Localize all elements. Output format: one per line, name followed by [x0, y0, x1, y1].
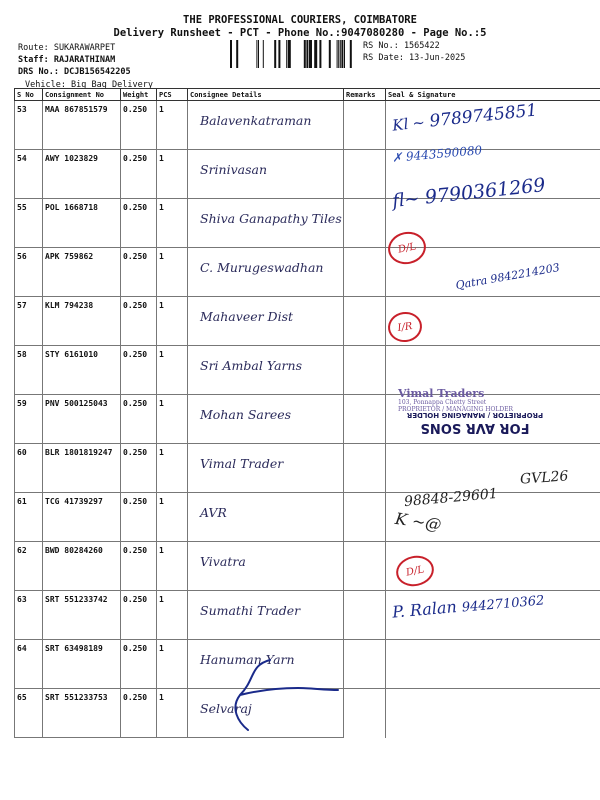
signature-62b: 98848-29601 — [403, 485, 499, 511]
serial-number: 65 — [15, 689, 43, 738]
serial-number: 64 — [15, 640, 43, 689]
weight-value: 0.250 — [121, 248, 157, 297]
consignee-name: Vivatra — [188, 542, 344, 591]
vehicle-label: Vehicle: Big Bag Delivery — [25, 80, 153, 90]
pieces-count: 1 — [157, 297, 188, 346]
consignee-name: Sri Ambal Yarns — [188, 346, 344, 395]
pieces-count: 1 — [157, 689, 188, 738]
serial-number: 63 — [15, 591, 43, 640]
serial-number: 54 — [15, 150, 43, 199]
remarks-cell — [344, 346, 386, 395]
pieces-count: 1 — [157, 640, 188, 689]
weight-value: 0.250 — [121, 640, 157, 689]
remarks-cell — [344, 297, 386, 346]
weight-value: 0.250 — [121, 444, 157, 493]
consignee-name: AVR — [188, 493, 344, 542]
signature-57: Qatra 9842214203 — [454, 260, 561, 293]
weight-value: 0.250 — [121, 591, 157, 640]
signature-65: P. Ralan 9442710362 — [391, 593, 545, 622]
serial-number: 58 — [15, 346, 43, 395]
remarks-cell — [344, 444, 386, 493]
signature-63: K ~@ — [393, 508, 443, 535]
remarks-cell — [344, 248, 386, 297]
consignment-number: SRT 63498189 — [43, 640, 121, 689]
pieces-count: 1 — [157, 542, 188, 591]
remarks-cell — [344, 542, 386, 591]
consignee-name: Mohan Sarees — [188, 395, 344, 444]
pieces-count: 1 — [157, 591, 188, 640]
consignee-name: Mahaveer Dist — [188, 297, 344, 346]
serial-number: 59 — [15, 395, 43, 444]
remarks-cell — [344, 150, 386, 199]
column-header: Remarks — [344, 89, 386, 101]
consignee-name: Sumathi Trader — [188, 591, 344, 640]
column-header: Consignee Details — [188, 89, 344, 101]
column-header: Weight — [121, 89, 157, 101]
page-subtitle: Delivery Runsheet - PCT - Phone No.:9047080280 - Page No.:5 — [113, 27, 487, 39]
serial-number: 57 — [15, 297, 43, 346]
table-row — [15, 297, 600, 346]
remarks-cell — [344, 689, 386, 738]
remarks-cell — [344, 640, 386, 689]
seal-signature-cell — [386, 640, 600, 689]
serial-number: 56 — [15, 248, 43, 297]
pieces-count: 1 — [157, 101, 188, 150]
consignment-number: AWY 1023829 — [43, 150, 121, 199]
avr-sons-stamp: FOR AVR SONS PROPRIETOR / MANAGING HOLDER — [406, 410, 544, 435]
vimal-traders-seal: Vimal Traders 103, Ponnappa Chetty Street PROPRIETOR / MANAGING HOLDER — [398, 387, 514, 413]
weight-value: 0.250 — [121, 150, 157, 199]
signature-62a: GVL26 — [519, 468, 569, 488]
remarks-cell — [344, 591, 386, 640]
weight-value: 0.250 — [121, 493, 157, 542]
remarks-cell — [344, 101, 386, 150]
dl-stamp-56: D/L — [385, 228, 429, 267]
staff-label: Staff: RAJARATHINAM — [18, 55, 116, 65]
consignment-number: MAA 867851579 — [43, 101, 121, 150]
consignment-number: BLR 1801819247 — [43, 444, 121, 493]
pieces-count: 1 — [157, 395, 188, 444]
pieces-count: 1 — [157, 493, 188, 542]
table-header — [15, 89, 600, 101]
consignee-name: Hanuman Yarn — [188, 640, 344, 689]
column-header: PCS — [157, 89, 188, 101]
consignee-name: Srinivasan — [188, 150, 344, 199]
ir-stamp-58: I/R — [386, 310, 424, 344]
pieces-count: 1 — [157, 248, 188, 297]
serial-number: 53 — [15, 101, 43, 150]
column-header: S No — [15, 89, 43, 101]
barcode-image — [230, 40, 354, 68]
serial-number: 60 — [15, 444, 43, 493]
table-row — [15, 444, 600, 493]
consignment-number: SRT 551233742 — [43, 591, 121, 640]
weight-value: 0.250 — [121, 101, 157, 150]
dl-stamp-64: D/L — [393, 552, 436, 589]
remarks-cell — [344, 493, 386, 542]
consignment-number: KLM 794238 — [43, 297, 121, 346]
signature-53: Kl ~ 9789745851 — [391, 100, 539, 135]
pieces-count: 1 — [157, 346, 188, 395]
bottom-signature — [220, 650, 340, 740]
table-row — [15, 493, 600, 542]
consignment-number: STY 6161010 — [43, 346, 121, 395]
seal-signature-cell — [386, 689, 600, 738]
drs-number: DRS No.: DCJB156542205 — [18, 67, 131, 77]
consignment-number: PNV 500125043 — [43, 395, 121, 444]
remarks-cell — [344, 395, 386, 444]
consignment-number: SRT 551233753 — [43, 689, 121, 738]
consignment-number: TCG 41739297 — [43, 493, 121, 542]
consignment-number: BWD 80284260 — [43, 542, 121, 591]
weight-value: 0.250 — [121, 346, 157, 395]
serial-number: 55 — [15, 199, 43, 248]
consignment-number: APK 759862 — [43, 248, 121, 297]
weight-value: 0.250 — [121, 542, 157, 591]
rs-date: RS Date: 13-Jun-2025 — [363, 53, 466, 63]
weight-value: 0.250 — [121, 297, 157, 346]
consignment-number: POL 1668718 — [43, 199, 121, 248]
pieces-count: 1 — [157, 444, 188, 493]
serial-number: 61 — [15, 493, 43, 542]
consignee-name: Vimal Trader — [188, 444, 344, 493]
rs-number: RS No.: 1565422 — [363, 41, 440, 51]
serial-number: 62 — [15, 542, 43, 591]
consignee-name: Selvaraj — [188, 689, 344, 738]
pieces-count: 1 — [157, 199, 188, 248]
column-header: Seal & Signature — [386, 89, 600, 101]
weight-value: 0.250 — [121, 395, 157, 444]
signature-55: fl~ 9790361269 — [391, 174, 547, 212]
signature-54: ✗ 9443590080 — [391, 143, 483, 165]
weight-value: 0.250 — [121, 689, 157, 738]
weight-value: 0.250 — [121, 199, 157, 248]
route-label: Route: SUKARAWARPET — [18, 43, 116, 53]
consignee-name: C. Murugeswadhan — [188, 248, 344, 297]
page-title: THE PROFESSIONAL COURIERS, COIMBATORE — [183, 14, 417, 26]
consignee-name: Balavenkatraman — [188, 101, 344, 150]
table-row — [15, 199, 600, 248]
consignee-name: Shiva Ganapathy Tiles — [188, 199, 344, 248]
pieces-count: 1 — [157, 150, 188, 199]
remarks-cell — [344, 199, 386, 248]
column-header: Consignment No — [43, 89, 121, 101]
table-row — [15, 542, 600, 591]
